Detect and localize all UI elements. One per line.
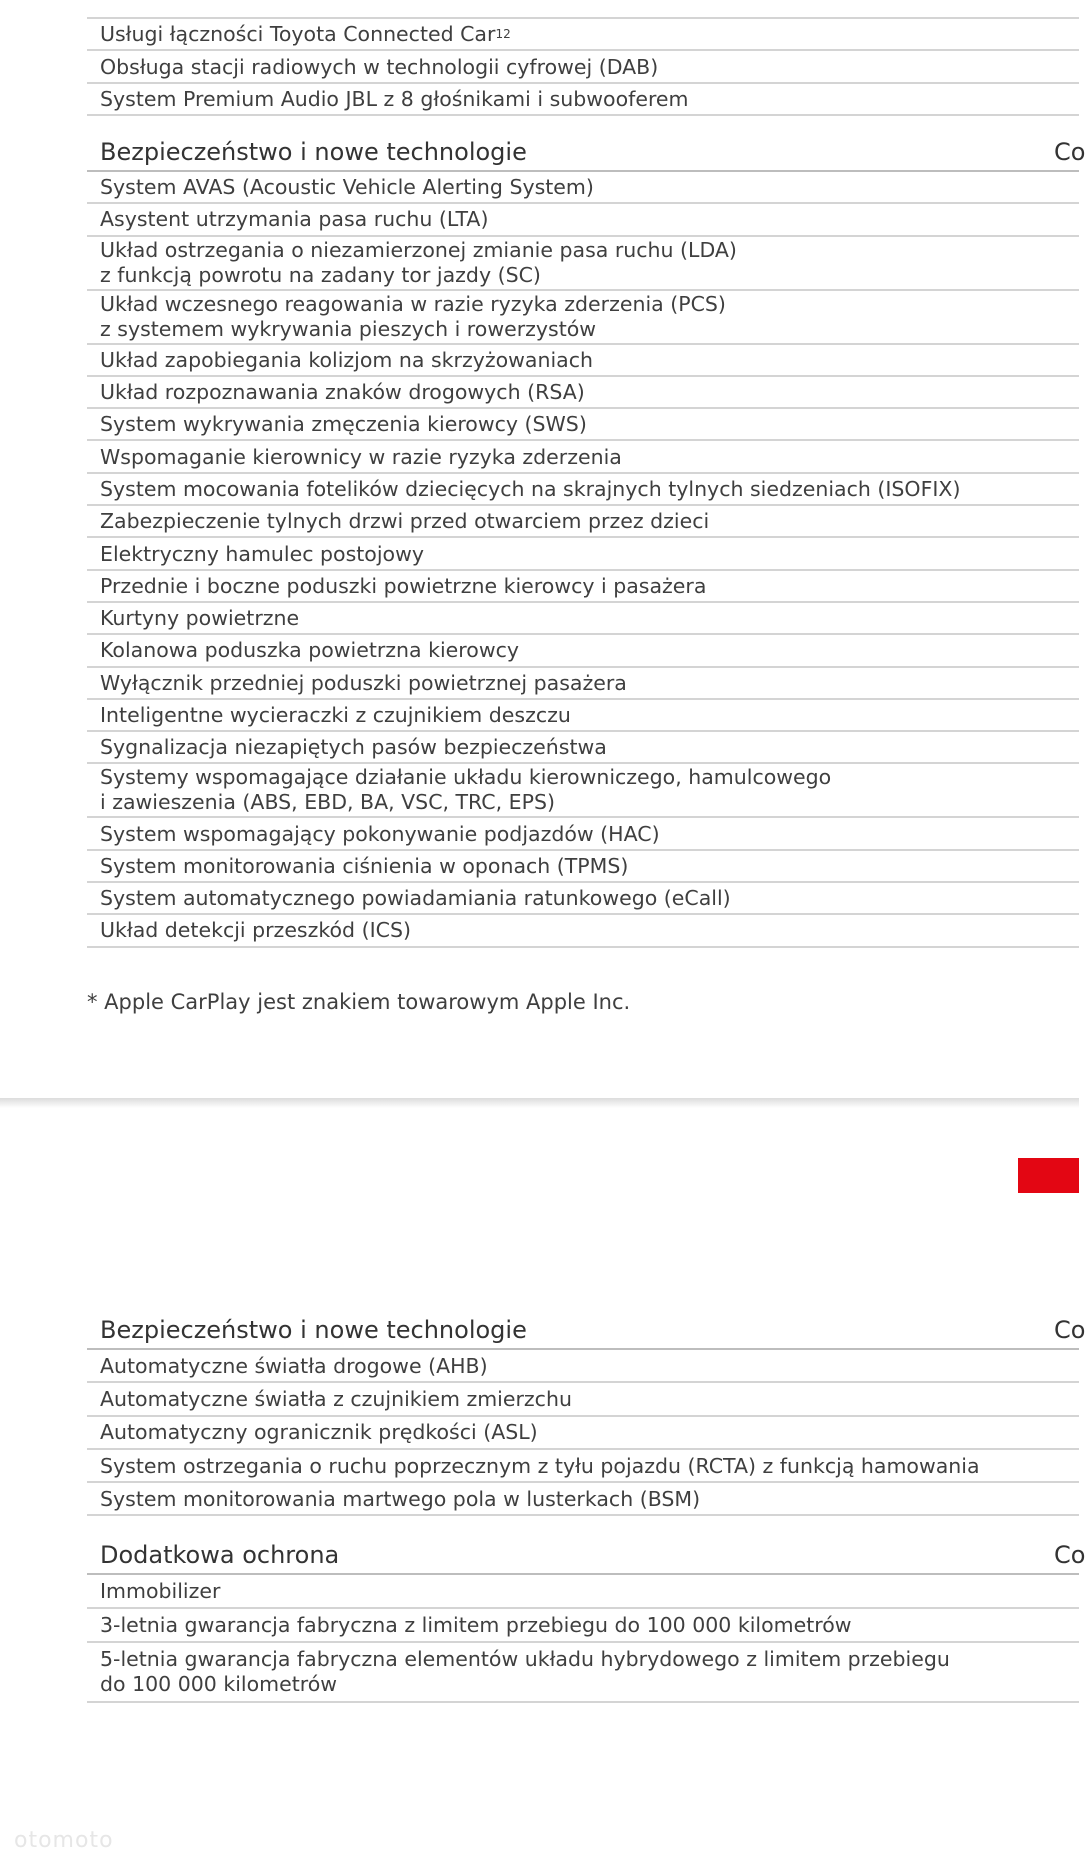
row-text: 5-letnia gwarancja fabryczna elementów układu hybrydowego z limitem przebiegu [100, 1647, 950, 1671]
table-row [87, 291, 1079, 345]
table-row [87, 1450, 1079, 1483]
row-text: Zabezpieczenie tylnych drzwi przed otwarciem przez dzieci [100, 509, 710, 534]
row-text: Układ rozpoznawania znaków drogowych (RSA) [100, 380, 585, 405]
table-row: Obsługa stacji radiowych w technologii cyfrowej (DAB) [87, 51, 1079, 84]
row-text: Automatyczny ogranicznik prędkości (ASL) [100, 1420, 538, 1445]
row-text: Kurtyny powietrzne [100, 606, 300, 631]
multimedia-table-continued [87, 17, 1079, 116]
row-text: System wspomagający pokonywanie podjazdów (HAC) [100, 821, 660, 846]
section-header: Bezpieczeństwo i nowe technologie Co [87, 1308, 1079, 1350]
column-header-cut: Co [1054, 1541, 1085, 1569]
table-row [87, 883, 1079, 915]
row-text: z funkcją powrotu na zadany tor jazdy (SC) [100, 262, 541, 287]
row-text: Systemy wspomagające działanie układu kierowniczego, hamulcowego [100, 765, 832, 790]
row-text: do 100 000 kilometrów [100, 1672, 338, 1696]
footnote: * Apple CarPlay jest znakiem towarowym Apple Inc. [87, 990, 631, 1014]
table-row [87, 851, 1079, 883]
row-text: Asystent utrzymania pasa ruchu (LTA) [100, 207, 489, 232]
row-text: Układ detekcji przeszkód (ICS) [100, 918, 411, 943]
table-row [87, 506, 1079, 538]
table-row [87, 1350, 1079, 1383]
table-row [87, 1643, 1079, 1703]
table-row [87, 237, 1079, 291]
row-text: System monitorowania ciśnienia w oponach (TPMS) [100, 853, 629, 878]
row-text: System AVAS (Acoustic Vehicle Alerting System) [100, 175, 594, 200]
row-text: Kolanowa poduszka powietrzna kierowcy [100, 638, 519, 663]
table-row [87, 538, 1079, 570]
row-text: Automatyczne światła drogowe (AHB) [100, 1353, 488, 1378]
safety-table-2 [87, 1308, 1085, 1516]
row-text: System wykrywania zmęczenia kierowcy (SWS) [100, 412, 587, 437]
row-text: Immobilizer [100, 1579, 221, 1603]
row-text: System automatycznego powiadamiania ratunkowego (eCall) [100, 886, 731, 911]
page-divider-shadow [0, 1098, 1079, 1108]
row-text: Wspomaganie kierownicy w razie ryzyka zderzenia [100, 444, 622, 469]
row-text: Przednie i boczne poduszki powietrzne kierowcy i pasażera [100, 573, 707, 598]
table-row [87, 1417, 1079, 1450]
table-row [87, 1383, 1079, 1416]
table-row [87, 409, 1079, 441]
table-row [87, 172, 1079, 204]
row-text: Sygnalizacja niezapiętych pasów bezpieczeństwa [100, 735, 607, 760]
table-row [87, 732, 1079, 764]
row-text: Układ wczesnego reagowania w razie ryzyka zderzenia (PCS) [100, 291, 726, 316]
row-text: Wyłącznik przedniej poduszki powietrznej pasażera [100, 670, 627, 695]
row-text: System mocowania fotelików dziecięcych na skrajnych tylnych siedzeniach (ISOFIX) [100, 476, 961, 501]
protection-table [87, 1533, 1085, 1703]
table-row [87, 204, 1079, 236]
watermark: otomoto [14, 1828, 114, 1853]
row-text: Elektryczny hamulec postojowy [100, 541, 424, 566]
table-row [87, 700, 1079, 732]
row-text: i zawieszenia (ABS, EBD, BA, VSC, TRC, EPS) [100, 790, 555, 815]
row-text: Układ ostrzegania o niezamierzonej zmianie pasa ruchu (LDA) [100, 237, 737, 262]
table-row: Usługi łączności Toyota Connected Car 12 [87, 19, 1079, 51]
section-header: Dodatkowa ochrona Co [87, 1533, 1079, 1575]
table-row [87, 571, 1079, 603]
red-accent-tab [1018, 1158, 1079, 1193]
row-text: Inteligentne wycieraczki z czujnikiem deszczu [100, 703, 571, 727]
table-row [87, 603, 1079, 635]
section-header: Bezpieczeństwo i nowe technologie Co [87, 130, 1079, 172]
table-row [87, 764, 1079, 818]
safety-table-1 [87, 130, 1085, 948]
row-text: Automatyczne światła z czujnikiem zmierzchu [100, 1386, 572, 1411]
table-row [87, 915, 1079, 947]
row-text: 3-letnia gwarancja fabryczna z limitem przebiegu do 100 000 kilometrów [100, 1613, 852, 1637]
table-row [87, 345, 1079, 377]
table-row [87, 377, 1079, 409]
table-row: System Premium Audio JBL z 8 głośnikami i subwooferem [87, 84, 1079, 116]
table-row [87, 474, 1079, 506]
column-header-cut: Co [1054, 1316, 1085, 1344]
table-row [87, 1483, 1079, 1516]
row-text: z systemem wykrywania pieszych i rowerzystów [100, 316, 597, 341]
table-row [87, 441, 1079, 473]
row-text: System ostrzegania o ruchu poprzecznym z tyłu pojazdu (RCTA) z funkcją hamowania [100, 1453, 980, 1478]
column-header-cut: Co [1054, 138, 1085, 166]
table-row [87, 668, 1079, 700]
table-row [87, 635, 1079, 667]
row-text: System monitorowania martwego pola w lusterkach (BSM) [100, 1486, 701, 1511]
row-text: Układ zapobiegania kolizjom na skrzyżowaniach [100, 347, 593, 372]
table-row [87, 818, 1079, 850]
table-row [87, 1609, 1079, 1643]
table-row [87, 1575, 1079, 1609]
